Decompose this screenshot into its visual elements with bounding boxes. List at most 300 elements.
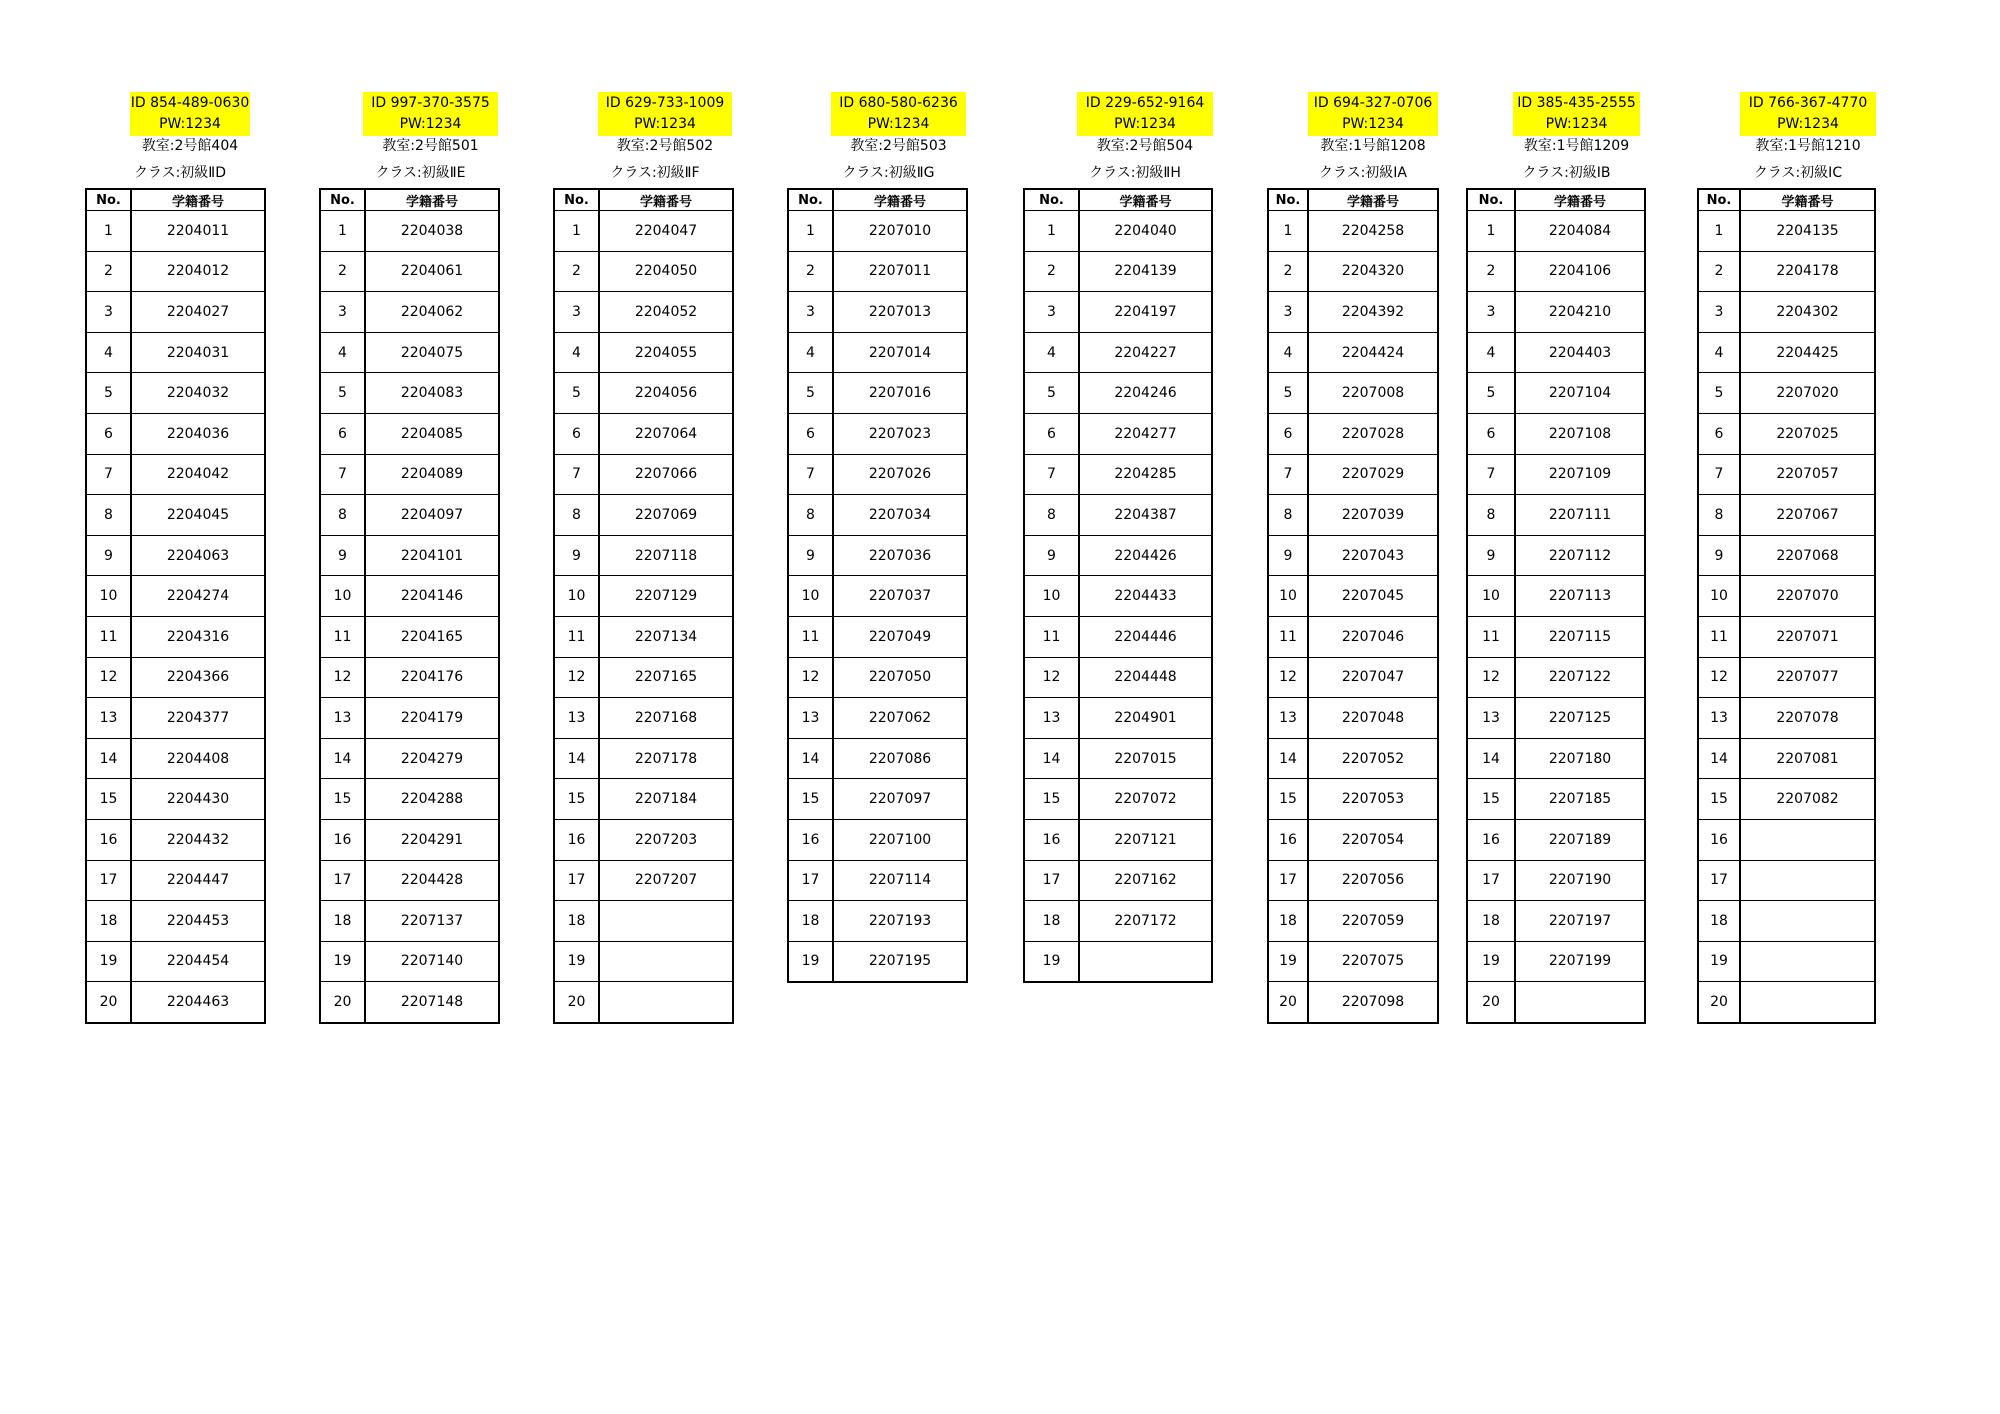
student-id-cell: 2207148 [365,982,499,1023]
table-row [1024,860,1212,901]
student-id-cell: 2207072 [1079,779,1212,820]
meeting-id: ID 229-652-9164 [1085,95,1205,111]
student-id-cell: 2204075 [365,332,499,373]
table-row [1698,535,1875,576]
table-row [788,576,967,617]
row-number: 3 [86,292,131,333]
row-number: 4 [1467,332,1515,373]
student-id-cell [1740,941,1875,982]
table-row [1467,860,1645,901]
row-number: 8 [1268,495,1308,536]
row-number: 19 [1268,941,1308,982]
column-header-no: No. [86,189,131,211]
table-row [86,941,265,982]
table-header-row [320,189,499,211]
class-name-label: クラス:初級ⅠC [1753,165,1843,181]
student-id-cell: 2207190 [1515,860,1645,901]
table-row [788,657,967,698]
student-id-cell: 2207100 [833,819,967,860]
student-id-cell [1740,982,1875,1023]
table-row [1467,941,1645,982]
student-id-cell: 2204463 [131,982,265,1023]
table-row [1698,495,1875,536]
student-id-cell: 2207137 [365,901,499,942]
row-number: 12 [1024,657,1079,698]
row-number: 10 [86,576,131,617]
student-roster-table [85,188,266,1024]
row-number: 5 [554,373,599,414]
table-row [788,941,967,982]
student-id-cell: 2204084 [1515,211,1645,252]
row-number: 15 [1467,779,1515,820]
row-number: 11 [1024,616,1079,657]
table-row [320,413,499,454]
student-id-cell: 2207197 [1515,901,1645,942]
classroom-label: 教室:1号館1209 [1523,138,1630,154]
student-id-cell: 2207199 [1515,941,1645,982]
table-row [788,860,967,901]
meeting-credentials-highlight [1308,92,1438,136]
row-number: 2 [788,251,833,292]
student-id-cell: 2207043 [1308,535,1438,576]
row-number: 20 [1698,982,1740,1023]
table-row [1467,373,1645,414]
classroom-label: 教室:2号館503 [850,138,947,154]
student-id-cell: 2207010 [833,211,967,252]
table-row [320,454,499,495]
student-id-cell: 2204012 [131,251,265,292]
table-row [1467,982,1645,1023]
student-id-cell: 2204392 [1308,292,1438,333]
student-id-cell: 2207195 [833,941,967,982]
row-number: 14 [1467,738,1515,779]
student-id-cell: 2207069 [599,495,733,536]
student-id-cell: 2204063 [131,535,265,576]
row-number: 19 [1024,941,1079,982]
table-row [788,454,967,495]
student-id-cell: 2207185 [1515,779,1645,820]
student-id-cell: 2207112 [1515,535,1645,576]
row-number: 7 [1698,454,1740,495]
table-row [1467,779,1645,820]
row-number: 3 [788,292,833,333]
student-id-cell: 2204146 [365,576,499,617]
table-row [788,413,967,454]
student-id-cell: 2204277 [1079,413,1212,454]
row-number: 13 [86,698,131,739]
table-row [554,292,733,333]
student-id-cell: 2207168 [599,698,733,739]
student-id-cell: 2204424 [1308,332,1438,373]
table-row [320,657,499,698]
table-row [554,901,733,942]
meeting-password: PW:1234 [1777,116,1839,132]
table-row [788,616,967,657]
meeting-password: PW:1234 [634,116,696,132]
table-row [554,779,733,820]
table-row [1698,332,1875,373]
table-row [1268,292,1438,333]
class-name-label: クラス:初級ⅡD [134,165,226,181]
table-row [1268,698,1438,739]
student-id-cell: 2207115 [1515,616,1645,657]
row-number: 19 [1467,941,1515,982]
student-id-cell: 2204446 [1079,616,1212,657]
student-id-cell: 2204302 [1740,292,1875,333]
table-row [1024,292,1212,333]
meeting-id: ID 694-327-0706 [1313,95,1433,111]
student-id-cell: 2207056 [1308,860,1438,901]
student-id-cell: 2204045 [131,495,265,536]
student-id-cell: 2204453 [131,901,265,942]
row-number: 18 [554,901,599,942]
column-header-student-id: 学籍番号 [365,189,499,211]
classroom-label: 教室:2号館404 [141,138,239,154]
student-id-cell: 2204288 [365,779,499,820]
student-id-cell: 2204366 [131,657,265,698]
table-row [554,251,733,292]
student-id-cell: 2207062 [833,698,967,739]
student-id-cell [1740,901,1875,942]
table-row [1268,211,1438,252]
student-id-cell: 2204430 [131,779,265,820]
table-row [554,535,733,576]
student-id-cell: 2207129 [599,576,733,617]
table-row [86,413,265,454]
table-row [1698,738,1875,779]
student-id-cell: 2204403 [1515,332,1645,373]
student-id-cell: 2204165 [365,616,499,657]
row-number: 6 [788,413,833,454]
student-id-cell: 2207172 [1079,901,1212,942]
row-number: 11 [788,616,833,657]
class-name-label: クラス:初級ⅠB [1522,165,1611,181]
student-id-cell: 2207008 [1308,373,1438,414]
student-id-cell: 2207015 [1079,738,1212,779]
student-id-cell: 2204447 [131,860,265,901]
row-number: 4 [1024,332,1079,373]
meeting-id: ID 385-435-2555 [1517,95,1636,111]
row-number: 2 [320,251,365,292]
table-row [86,535,265,576]
table-row [1698,616,1875,657]
table-row [554,982,733,1023]
table-row [1268,982,1438,1023]
student-id-cell: 2207113 [1515,576,1645,617]
column-header-student-id: 学籍番号 [131,189,265,211]
student-id-cell: 2204448 [1079,657,1212,698]
table-row [1467,819,1645,860]
table-header-row [1467,189,1645,211]
row-number: 20 [1268,982,1308,1023]
table-row [1024,211,1212,252]
row-number: 19 [86,941,131,982]
table-row [1024,941,1212,982]
table-row [554,373,733,414]
table-row [554,657,733,698]
classroom-label: 教室:2号館502 [616,138,714,154]
table-row [1467,738,1645,779]
table-row [1268,738,1438,779]
student-roster-table [1466,188,1646,1024]
row-number: 14 [1024,738,1079,779]
student-id-cell: 2207036 [833,535,967,576]
student-id-cell [1515,982,1645,1023]
row-number: 15 [320,779,365,820]
student-id-cell: 2204274 [131,576,265,617]
column-header-no: No. [1268,189,1308,211]
student-id-cell: 2204027 [131,292,265,333]
table-row [320,535,499,576]
row-number: 6 [1698,413,1740,454]
row-number: 10 [1268,576,1308,617]
student-id-cell: 2204052 [599,292,733,333]
table-row [86,211,265,252]
row-number: 8 [1024,495,1079,536]
row-number: 15 [1268,779,1308,820]
student-id-cell: 2207057 [1740,454,1875,495]
student-id-cell: 2207064 [599,413,733,454]
table-row [1467,698,1645,739]
row-number: 13 [1698,698,1740,739]
table-row [1698,698,1875,739]
table-row [320,738,499,779]
row-number: 5 [1698,373,1740,414]
student-id-cell: 2207180 [1515,738,1645,779]
row-number: 6 [1467,413,1515,454]
row-number: 17 [320,860,365,901]
student-roster-table [319,188,500,1024]
row-number: 13 [788,698,833,739]
classroom-label: 教室:1号館1208 [1320,138,1426,154]
row-number: 15 [1024,779,1079,820]
student-id-cell: 2204433 [1079,576,1212,617]
table-row [86,373,265,414]
meeting-credentials-highlight [1513,92,1640,136]
row-number: 14 [1698,738,1740,779]
row-number: 5 [86,373,131,414]
meeting-id: ID 766-367-4770 [1748,95,1868,111]
table-row [1024,251,1212,292]
student-id-cell: 2204258 [1308,211,1438,252]
row-number: 3 [320,292,365,333]
row-number: 1 [554,211,599,252]
table-row [86,454,265,495]
table-row [320,941,499,982]
class-name-label: クラス:初級ⅡH [1089,165,1181,181]
student-id-cell: 2204246 [1079,373,1212,414]
row-number: 15 [554,779,599,820]
table-row [1268,941,1438,982]
table-row [554,616,733,657]
table-row [788,819,967,860]
student-id-cell: 2207078 [1740,698,1875,739]
student-roster-table [553,188,734,1024]
classroom-label: 教室:2号館501 [382,138,479,154]
row-number: 11 [1467,616,1515,657]
student-id-cell: 2207207 [599,860,733,901]
student-id-cell: 2204040 [1079,211,1212,252]
row-number: 13 [1268,698,1308,739]
student-id-cell: 2204061 [365,251,499,292]
row-number: 13 [320,698,365,739]
table-row [1698,657,1875,698]
row-number: 12 [788,657,833,698]
student-id-cell: 2207068 [1740,535,1875,576]
column-header-student-id: 学籍番号 [599,189,733,211]
student-id-cell: 2207011 [833,251,967,292]
row-number: 10 [1467,576,1515,617]
table-row [86,657,265,698]
student-id-cell: 2204227 [1079,332,1212,373]
student-id-cell: 2204055 [599,332,733,373]
table-row [1268,413,1438,454]
table-row [86,860,265,901]
student-id-cell: 2207140 [365,941,499,982]
row-number: 15 [86,779,131,820]
row-number: 5 [788,373,833,414]
row-number: 19 [320,941,365,982]
student-id-cell: 2207165 [599,657,733,698]
student-id-cell: 2207203 [599,819,733,860]
class-name-label: クラス:初級ⅠA [1318,165,1407,181]
table-row [86,616,265,657]
student-id-cell: 2207097 [833,779,967,820]
table-row [554,698,733,739]
student-id-cell: 2204408 [131,738,265,779]
table-row [554,860,733,901]
row-number: 5 [1024,373,1079,414]
table-row [1467,413,1645,454]
student-id-cell [599,941,733,982]
table-row [86,251,265,292]
row-number: 7 [86,454,131,495]
row-number: 1 [86,211,131,252]
student-id-cell: 2207178 [599,738,733,779]
table-row [1698,576,1875,617]
table-row [554,454,733,495]
table-row [320,495,499,536]
meeting-password: PW:1234 [1114,116,1176,132]
student-id-cell: 2204901 [1079,698,1212,739]
table-row [788,779,967,820]
table-row [788,698,967,739]
table-row [1268,373,1438,414]
row-number: 14 [554,738,599,779]
table-header-row [1698,189,1875,211]
row-number: 10 [320,576,365,617]
student-id-cell: 2204011 [131,211,265,252]
student-id-cell: 2204083 [365,373,499,414]
student-id-cell [1740,860,1875,901]
student-id-cell: 2204197 [1079,292,1212,333]
student-id-cell: 2207086 [833,738,967,779]
student-id-cell: 2204036 [131,413,265,454]
student-id-cell: 2207016 [833,373,967,414]
table-row [1024,819,1212,860]
row-number: 20 [554,982,599,1023]
table-row [86,779,265,820]
row-number: 3 [1268,292,1308,333]
row-number: 16 [1268,819,1308,860]
student-id-cell: 2207048 [1308,698,1438,739]
row-number: 11 [1698,616,1740,657]
table-row [554,576,733,617]
table-row [788,901,967,942]
student-roster-table [1023,188,1213,983]
row-number: 2 [1268,251,1308,292]
row-number: 8 [1698,495,1740,536]
meeting-password: PW:1234 [159,116,221,132]
row-number: 4 [788,332,833,373]
row-number: 19 [788,941,833,982]
student-id-cell [599,982,733,1023]
row-number: 8 [1467,495,1515,536]
row-number: 20 [1467,982,1515,1023]
row-number: 17 [554,860,599,901]
table-row [788,495,967,536]
table-row [1024,779,1212,820]
column-header-no: No. [1024,189,1079,211]
student-id-cell: 2204106 [1515,251,1645,292]
table-row [1268,454,1438,495]
student-id-cell: 2207111 [1515,495,1645,536]
student-id-cell: 2207121 [1079,819,1212,860]
row-number: 11 [554,616,599,657]
table-row [1467,454,1645,495]
student-id-cell: 2204038 [365,211,499,252]
student-id-cell: 2207162 [1079,860,1212,901]
table-row [1024,738,1212,779]
student-id-cell: 2204042 [131,454,265,495]
student-id-cell: 2207066 [599,454,733,495]
table-row [1698,982,1875,1023]
table-row [1268,657,1438,698]
table-row [86,982,265,1023]
row-number: 1 [320,211,365,252]
row-number: 17 [1268,860,1308,901]
student-id-cell: 2207020 [1740,373,1875,414]
table-row [1024,698,1212,739]
table-row [1698,860,1875,901]
row-number: 11 [1268,616,1308,657]
student-id-cell: 2207118 [599,535,733,576]
student-id-cell: 2204285 [1079,454,1212,495]
row-number: 18 [86,901,131,942]
meeting-id: ID 997-370-3575 [371,95,490,111]
student-id-cell: 2207047 [1308,657,1438,698]
row-number: 18 [1024,901,1079,942]
student-id-cell: 2207014 [833,332,967,373]
table-row [320,860,499,901]
student-id-cell: 2204387 [1079,495,1212,536]
student-id-cell: 2207034 [833,495,967,536]
row-number: 18 [1698,901,1740,942]
meeting-id: ID 629-733-1009 [605,95,725,111]
row-number: 18 [1268,901,1308,942]
table-row [554,738,733,779]
table-header-row [554,189,733,211]
row-number: 12 [320,657,365,698]
table-row [1268,535,1438,576]
student-id-cell: 2207184 [599,779,733,820]
student-id-cell: 2207053 [1308,779,1438,820]
table-row [320,901,499,942]
table-row [1268,779,1438,820]
table-row [1024,332,1212,373]
row-number: 10 [788,576,833,617]
student-id-cell: 2207071 [1740,616,1875,657]
